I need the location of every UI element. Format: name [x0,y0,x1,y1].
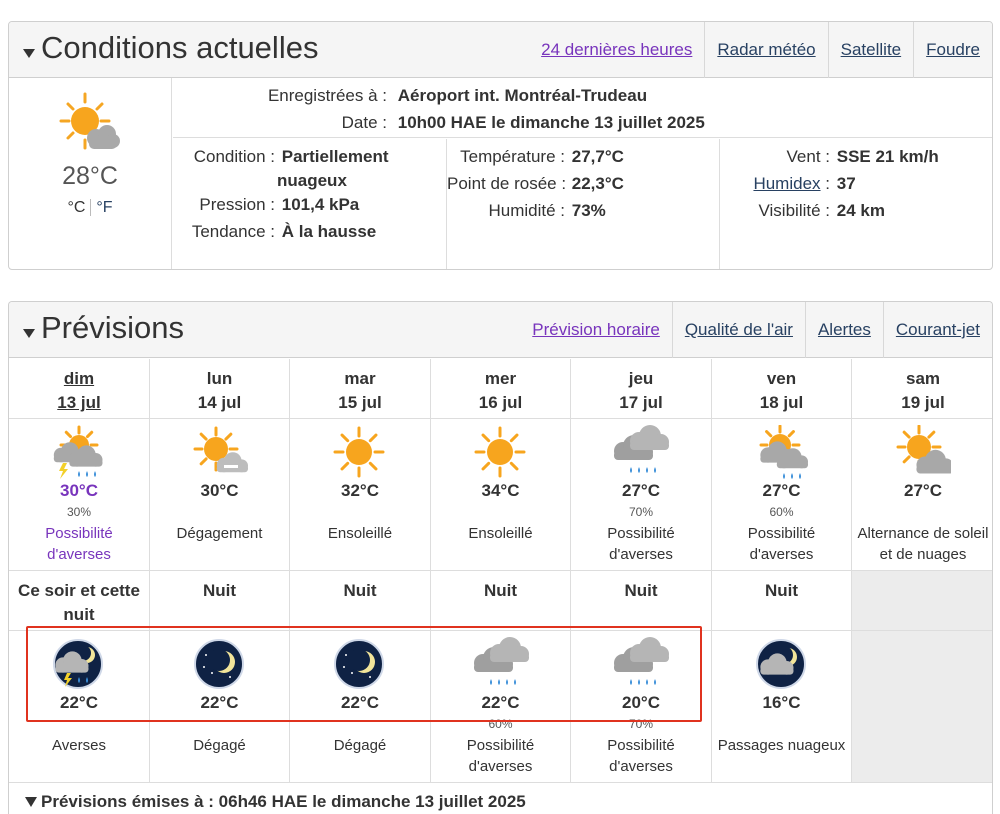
day-condition: Ensoleillé [327,525,393,542]
day-forecast-lun [150,419,290,571]
day-condition-2: d'averses [47,546,111,563]
night-cloud-icon [754,637,810,693]
night-title: Nuit [624,581,658,600]
link-hourly[interactable]: Prévision horaire [532,320,660,339]
current-conditions-toggle[interactable] [23,30,318,66]
day-header-sam [852,359,993,419]
humidex-link[interactable]: Humidex [753,174,821,193]
empty-cell [852,631,993,783]
day-condition-2: d'averses [609,546,673,563]
day-name: lun [206,369,233,388]
night-forecast-2 [290,631,431,783]
forecast-header [9,302,992,358]
day-temperature: 30°C [200,481,239,500]
current-conditions-title: Conditions actuelles [41,30,319,65]
night-forecast-4 [571,631,712,783]
day-temperature: 27°C [904,481,942,500]
current-details [173,78,992,270]
precip-probability [852,505,993,519]
humidity-label: Humidité : [488,201,565,220]
day-date: 14 jul [197,393,242,412]
day-forecast-dim [9,419,150,571]
condition-value: Partiellement [281,147,389,166]
night-temperature: 22°C [200,693,239,712]
day-temperature: 27°C [762,481,801,500]
unit-celsius: °C [67,199,86,216]
condition-row [173,143,389,170]
pressure-label: Pression : [199,195,275,214]
link-satellite[interactable]: Satellite [828,22,913,78]
humidex-label-wrap [720,170,830,197]
night-temperature: 16°C [762,693,801,712]
current-conditions-links [529,22,992,78]
rain-cloud-icon [613,637,669,693]
night-temperature: 22°C [341,693,379,712]
current-temperature: 28°C [62,162,118,190]
link-alerts[interactable]: Alertes [805,302,883,358]
day-header-lun [150,359,290,419]
night-forecast-1 [150,631,290,783]
moon-icon [192,637,248,693]
day-condition: Alternance de soleil [857,525,989,542]
current-conditions-header [9,22,992,78]
temperature-label: Température : [460,147,565,166]
night-temperature: 20°C [622,693,660,712]
date-value: 10h00 HAE le dimanche 13 juillet 2025 [397,113,705,132]
humidity-row [447,197,606,224]
dewpoint-row [447,170,624,197]
sun-haze-icon [192,425,248,481]
night-title: Nuit [483,581,518,600]
night-header-3 [431,571,571,631]
night-condition-2: d'averses [468,758,533,775]
observed-at-value: Aéroport int. Montréal-Trudeau [397,86,648,105]
wind-label: Vent : [786,147,830,166]
visibility-value: 24 km [836,201,885,220]
night-condition: Dégagé [193,737,246,754]
day-name: mar [344,369,376,388]
night-title-2: nuit [63,605,95,624]
pressure-row [173,191,359,218]
forecast-toggle[interactable] [23,310,184,346]
day-forecast-ven [712,419,852,571]
visibility-label: Visibilité : [758,201,830,220]
day-forecast-mar [290,419,431,571]
night-header-1 [150,571,290,631]
link-radar[interactable]: Radar météo [704,22,827,78]
moon-icon [332,637,388,693]
day-temperature: 27°C [622,481,660,500]
forecast-title: Prévisions [41,310,184,345]
night-temperature: 22°C [481,693,520,712]
precip-probability [712,717,851,731]
day-name: dim [63,369,95,388]
visibility-row [720,197,885,224]
sun-cloud-icon [895,425,951,481]
day-forecast-mer [431,419,571,571]
day-temperature: 32°C [341,481,379,500]
humidex-colon: : [820,174,830,193]
day-header-dim[interactable] [9,359,150,419]
empty-cell [852,571,993,631]
sun-icon [473,425,529,481]
rain-cloud-icon [613,425,669,481]
night-title: Nuit [202,581,237,600]
unit-fahrenheit-link[interactable]: °F [96,199,113,216]
link-24h[interactable]: 24 dernières heures [541,40,693,59]
condition-row-2 [277,167,347,194]
condition-value-2: nuageux [277,171,347,190]
precip-probability [9,717,149,731]
current-summary [9,78,172,270]
precip-probability: 70% [628,505,654,519]
wind-row [720,143,939,170]
dewpoint-value: 22,3°C [571,174,624,193]
day-temperature: 34°C [481,481,520,500]
night-condition: Possibilité [466,737,535,754]
precip-probability: 30% [66,505,92,519]
date-label: Date : [341,113,387,132]
night-forecast-0 [9,631,150,783]
day-condition: Possibilité [747,525,816,542]
day-condition-2: et de nuages [879,546,967,563]
night-condition: Passages nuageux [717,737,846,754]
night-forecast-3 [431,631,571,783]
unit-switcher [9,199,171,217]
temperature-column [446,139,719,270]
day-date: 19 jul [901,393,945,412]
night-condition: Possibilité [607,737,675,754]
night-header-0 [9,571,150,631]
current-conditions-panel [8,21,993,270]
link-air-quality[interactable]: Qualité de l'air [672,302,805,358]
day-header-mer [431,359,571,419]
day-condition: Dégagement [176,525,263,542]
day-name: ven [766,369,797,388]
day-condition-2: d'averses [749,546,814,563]
sun-cloud-icon [55,90,125,160]
wind-value: SSE 21 km/h [836,147,939,166]
day-condition: Possibilité [607,525,675,542]
sun-rain-icon [754,425,810,481]
day-name: mer [484,369,517,388]
night-condition-2: d'averses [609,758,673,775]
observed-at-row [173,82,647,109]
caret-down-icon [25,797,37,807]
precip-probability [290,505,430,519]
day-header-mar [290,359,431,419]
link-lightning[interactable]: Foudre [913,22,992,78]
precip-probability [290,717,430,731]
dewpoint-label: Point de rosée : [447,174,567,193]
night-condition: Dégagé [333,737,387,754]
day-date: 18 jul [759,393,804,412]
day-date: 16 jul [478,393,523,412]
observation-info [173,78,992,138]
precip-probability [431,505,570,519]
precip-probability: 70% [628,717,654,731]
precip-probability [150,505,289,519]
sun-icon [332,425,388,481]
day-condition: Possibilité [45,525,113,542]
night-temperature: 22°C [60,693,98,712]
link-jet-stream[interactable]: Courant-jet [883,302,992,358]
night-title: Nuit [764,581,799,600]
rain-cloud-icon [473,637,529,693]
caret-down-icon [23,49,35,58]
humidex-row [720,170,856,197]
day-temperature: 30°C [60,481,98,500]
day-date: 17 jul [619,393,663,412]
day-condition: Ensoleillé [468,525,533,542]
forecast-links [520,302,992,358]
tendency-row [173,218,376,245]
tendency-label: Tendance : [191,222,275,241]
night-title: Ce soir et cette [18,581,140,600]
day-forecast-jeu [571,419,712,571]
precip-probability: 60% [769,505,794,519]
day-forecast-sam [852,419,993,571]
conditions-column [173,139,446,270]
sun-storm-icon [51,425,107,481]
day-header-ven [712,359,852,419]
day-date: 13 jul [57,393,101,412]
temperature-row [447,143,624,170]
night-header-4 [571,571,712,631]
humidex-value: 37 [836,174,856,193]
pressure-value: 101,4 kPa [281,195,360,214]
day-name: sam [905,369,941,388]
precip-probability: 60% [488,717,513,731]
wind-column [719,139,993,270]
night-title: Nuit [343,581,377,600]
forecast-issued[interactable] [9,782,993,814]
date-row [173,109,705,136]
day-name: jeu [628,369,654,388]
night-storm-icon [51,637,107,693]
humidity-value: 73% [571,201,606,220]
night-forecast-5 [712,631,852,783]
night-header-5 [712,571,852,631]
temperature-value: 27,7°C [571,147,624,166]
precip-probability [150,717,289,731]
day-header-jeu [571,359,712,419]
tendency-value: À la hausse [281,222,377,241]
condition-label: Condition : [193,147,275,166]
caret-down-icon [23,329,35,338]
forecast-panel [8,301,993,814]
day-date: 15 jul [338,393,382,412]
forecast-issued-text: Prévisions émises à : 06h46 HAE le dimanche 13 juillet 2025 [41,792,526,811]
night-header-2 [290,571,431,631]
observed-at-label: Enregistrées à : [267,86,387,105]
night-condition: Averses [52,737,106,754]
